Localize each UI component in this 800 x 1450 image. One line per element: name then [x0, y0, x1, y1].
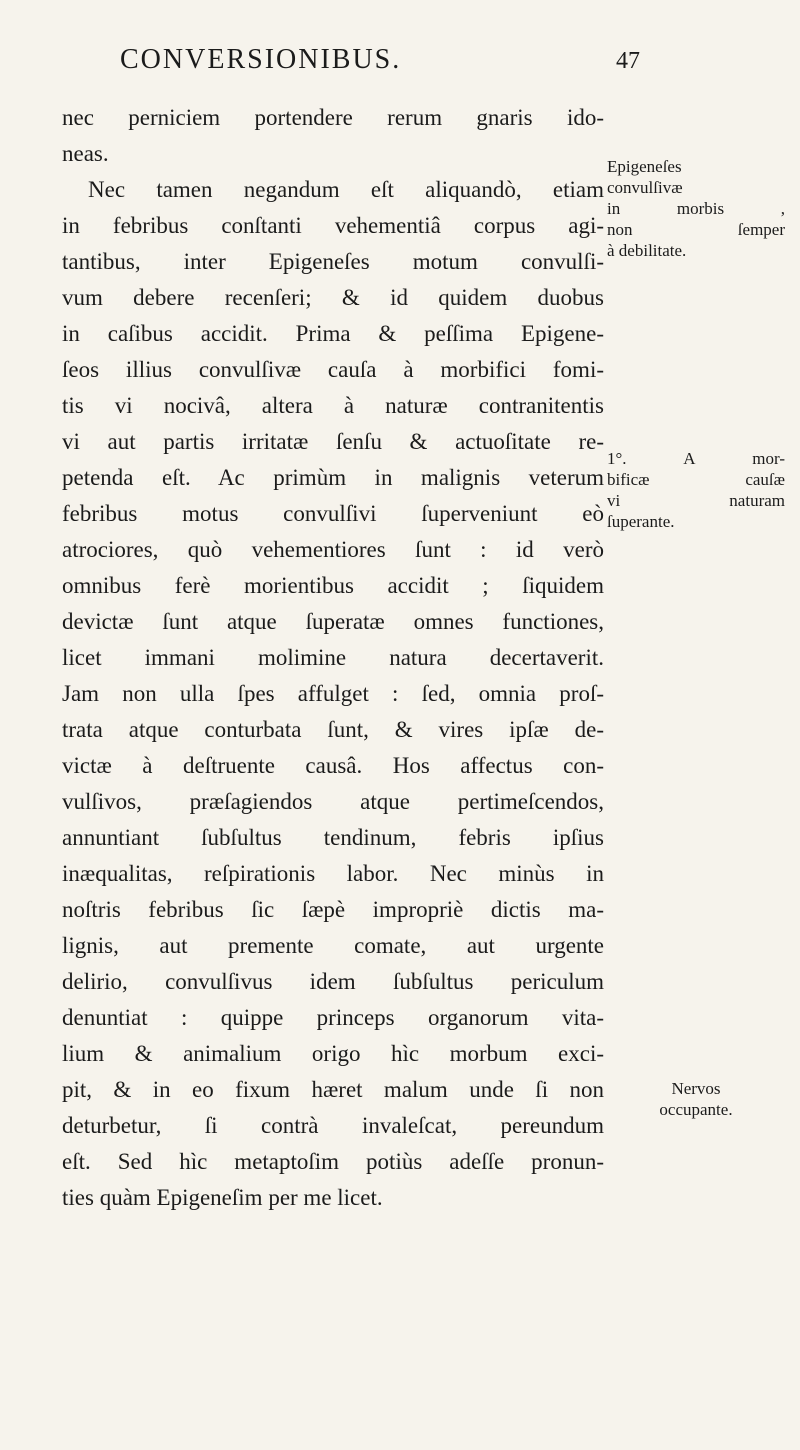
margin-note-line: à debilitate. — [607, 241, 687, 260]
text-line: febribus motus convulſivi ſuperveniunt eò — [62, 501, 604, 526]
margin-note-line: Nervos — [671, 1079, 721, 1098]
text-line: eſt. Sed hìc metaptoſim potiùs adeſſe pronun- — [62, 1149, 604, 1174]
text-line: licet immani molimine natura decertaverit. — [62, 645, 604, 670]
margin-note-line: bificæ cauſæ — [607, 470, 785, 489]
text-line: lium & animalium origo hìc morbum exci- — [62, 1041, 604, 1066]
text-line: delirio, convulſivus idem ſubſultus periculum — [62, 969, 604, 994]
text-line: devictæ ſunt atque ſuperatæ omnes functiones, — [62, 609, 604, 634]
text-line: vi aut partis irritatæ ſenſu & actuoſitate re- — [62, 429, 604, 454]
text-line: petenda eſt. Ac primùm in malignis veterum — [62, 465, 604, 490]
margin-note-epigeneses — [607, 156, 797, 261]
text-line: atrociores, quò vehementiores ſunt : id verò — [62, 537, 604, 562]
margin-note-line: vi naturam — [607, 491, 785, 510]
text-line: nec perniciem portendere rerum gnaris ido- — [62, 105, 604, 130]
margin-note-line: non ſemper — [607, 220, 785, 239]
text-line: vum debere recenſeri; & id quidem duobus — [62, 285, 604, 310]
body-text — [62, 100, 604, 1216]
text-line: vulſivos, præſagiendos atque pertimeſcendos, — [62, 789, 604, 814]
text-line: annuntiant ſubſultus tendinum, febris ipſius — [62, 825, 604, 850]
text-line: victæ à deſtruente causâ. Hos affectus con- — [62, 753, 604, 778]
margin-note-morbificae — [607, 448, 797, 532]
text-line: neas. — [62, 141, 109, 166]
text-line: in febribus conſtanti vehementiâ corpus agi- — [62, 213, 604, 238]
margin-note-line: Epigeneſes — [607, 157, 682, 176]
text-line: denuntiat : quippe princeps organorum vita- — [62, 1005, 604, 1030]
margin-note-line: in morbis , — [607, 199, 785, 218]
page-number: 47 — [616, 48, 640, 74]
text-line: ties quàm Epigeneſim per me licet. — [62, 1185, 383, 1210]
text-line: trata atque conturbata ſunt, & vires ipſæ de- — [62, 717, 604, 742]
margin-note-line: convulſivæ — [607, 178, 683, 197]
text-line: noſtris febribus ſic ſæpè impropriè dictis ma- — [62, 897, 604, 922]
text-line: ſeos illius convulſivæ cauſa à morbifici fomi- — [62, 357, 604, 382]
text-line: tantibus, inter Epigeneſes motum convulſi- — [62, 249, 604, 274]
margin-note-line: 1°. A mor- — [607, 449, 785, 468]
margin-note-line: ſuperante. — [607, 512, 675, 531]
text-line: in caſibus accidit. Prima & peſſima Epigene- — [62, 321, 604, 346]
running-title: CONVERSIONIBUS. — [120, 44, 402, 75]
margin-note-line: occupante. — [659, 1100, 733, 1119]
text-line: pit, & in eo fixum hæret malum unde ſi non — [62, 1077, 604, 1102]
running-head — [120, 44, 640, 76]
text-line: omnibus ferè morientibus accidit ; ſiquidem — [62, 573, 604, 598]
text-line: tis vi nocivâ, altera à naturæ contranitentis — [62, 393, 604, 418]
margin-note-nervos — [607, 1078, 797, 1120]
text-line: Jam non ulla ſpes affulget : ſed, omnia proſ- — [62, 681, 604, 706]
text-line: inæqualitas, reſpirationis labor. Nec minùs in — [62, 861, 604, 886]
text-line: deturbetur, ſi contrà invaleſcat, pereundum — [62, 1113, 604, 1138]
text-line: Nec tamen negandum eſt aliquandò, etiam — [88, 177, 604, 202]
text-line: lignis, aut premente comate, aut urgente — [62, 933, 604, 958]
